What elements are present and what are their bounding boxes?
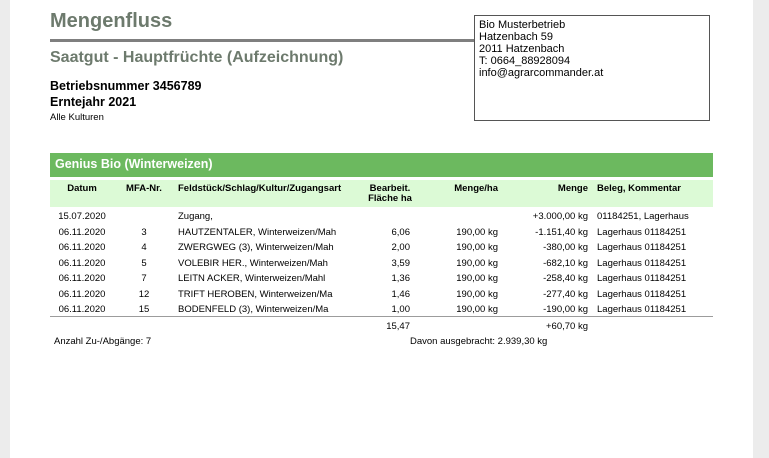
col-datum: Datum [67, 183, 97, 194]
cell-flaeche: 1,46 [391, 288, 410, 300]
total-flaeche: 15,47 [386, 321, 410, 332]
group-header: Genius Bio (Winterweizen) [50, 153, 713, 177]
cell-menge-ha: 190,00 kg [456, 273, 498, 284]
col-menge: Menge [557, 183, 588, 194]
cell-flaeche: 6,06 [391, 226, 410, 238]
cell-menge-ha: 190,00 kg [456, 288, 498, 300]
betriebsnummer: Betriebsnummer 3456789 [50, 79, 202, 93]
table-header [50, 180, 713, 207]
table-row [50, 209, 713, 224]
cell-menge: -1.151,40 kg [535, 226, 588, 238]
cell-menge: -277,40 kg [543, 288, 588, 300]
col-feld: Feldstück/Schlag/Kultur/Zugangsart [178, 183, 342, 194]
cell-datum: 06.11.2020 [58, 257, 106, 269]
cell-beleg: Lagerhaus 01184251 [597, 257, 687, 269]
table-row [50, 225, 713, 240]
cell-menge: -190,00 kg [543, 304, 588, 315]
cell-flaeche: 3,59 [391, 257, 410, 269]
cell-feld: LEITN ACKER, Winterweizen/Mahl [178, 273, 326, 284]
col-beleg: Beleg, Kommentar [597, 183, 681, 194]
cell-mfa: 7 [141, 273, 147, 284]
cell-feld: TRIFT HEROBEN, Winterweizen/Ma [178, 288, 333, 300]
cell-flaeche: 1,00 [391, 304, 410, 315]
cell-feld: BODENFELD (3), Winterweizen/Ma [178, 304, 329, 315]
cell-menge: -258,40 kg [543, 273, 588, 284]
table-row [50, 287, 713, 302]
cell-beleg: Lagerhaus 01184251 [597, 273, 687, 284]
col-flaeche-line2: Fläche ha [368, 193, 412, 204]
table-row [50, 271, 713, 286]
cell-mfa: 12 [138, 288, 150, 300]
total-menge: +60,70 kg [546, 321, 588, 332]
cell-menge-ha: 190,00 kg [456, 242, 498, 253]
col-flaeche-line1: Bearbeit. [369, 183, 411, 194]
cell-beleg: Lagerhaus 01184251 [597, 304, 687, 315]
cell-mfa: 4 [141, 242, 147, 253]
cell-feld: HAUTZENTALER, Winterweizen/Mah [178, 226, 337, 238]
cell-mfa: 3 [141, 226, 147, 238]
cell-datum: 15.07.2020 [58, 211, 106, 222]
cell-flaeche: 2,00 [391, 242, 410, 253]
report-page [10, 0, 753, 458]
cell-menge-ha: 190,00 kg [456, 226, 498, 238]
cell-beleg: Lagerhaus 01184251 [597, 288, 687, 300]
cell-menge-ha: 190,00 kg [456, 257, 498, 269]
cell-flaeche: 1,36 [391, 273, 410, 284]
address-name: Bio Musterbetrieb [479, 19, 566, 31]
cell-feld: VOLEBIR HER., Winterweizen/Mah [178, 257, 328, 269]
cell-beleg: Lagerhaus 01184251 [597, 242, 687, 253]
ausgebracht-summary: Davon ausgebracht: 2.939,30 kg [410, 336, 548, 347]
title-divider [50, 39, 474, 42]
table-row [50, 302, 713, 317]
col-mfa: MFA-Nr. [126, 183, 162, 194]
cell-menge: +3.000,00 kg [532, 211, 588, 222]
cell-mfa: 15 [138, 304, 150, 315]
cell-menge-ha: 190,00 kg [456, 304, 498, 315]
cell-datum: 06.11.2020 [58, 288, 106, 300]
cell-beleg: 01184251, Lagerhaus [597, 211, 689, 222]
col-menge-ha: Menge/ha [454, 183, 498, 194]
page-title: Mengenfluss [50, 10, 173, 32]
address-city: 2011 Hatzenbach [479, 43, 565, 55]
cell-feld: ZWERGWEG (3), Winterweizen/Mah [178, 242, 334, 253]
cell-menge: -682,10 kg [543, 257, 588, 269]
cell-menge: -380,00 kg [543, 242, 588, 253]
cell-datum: 06.11.2020 [58, 273, 106, 284]
table-row [50, 256, 713, 271]
address-email: info@agrarcommander.at [479, 67, 604, 79]
cell-beleg: Lagerhaus 01184251 [597, 226, 687, 238]
kulturen-filter: Alle Kulturen [50, 112, 104, 123]
cell-datum: 06.11.2020 [58, 304, 106, 315]
count-summary: Anzahl Zu-/Abgänge: 7 [54, 336, 152, 347]
address-phone: T: 0664_88928094 [479, 55, 571, 67]
col-flaeche [360, 184, 420, 204]
erntejahr: Erntejahr 2021 [50, 95, 137, 109]
cell-datum: 06.11.2020 [58, 242, 106, 253]
page-subtitle: Saatgut - Hauptfrüchte (Aufzeichnung) [50, 49, 344, 66]
cell-datum: 06.11.2020 [58, 226, 106, 238]
address-box [474, 15, 710, 121]
cell-feld: Zugang, [178, 211, 213, 222]
totals-divider [50, 316, 713, 317]
cell-mfa: 5 [141, 257, 147, 269]
address-street: Hatzenbach 59 [479, 31, 553, 43]
table-row [50, 240, 713, 255]
